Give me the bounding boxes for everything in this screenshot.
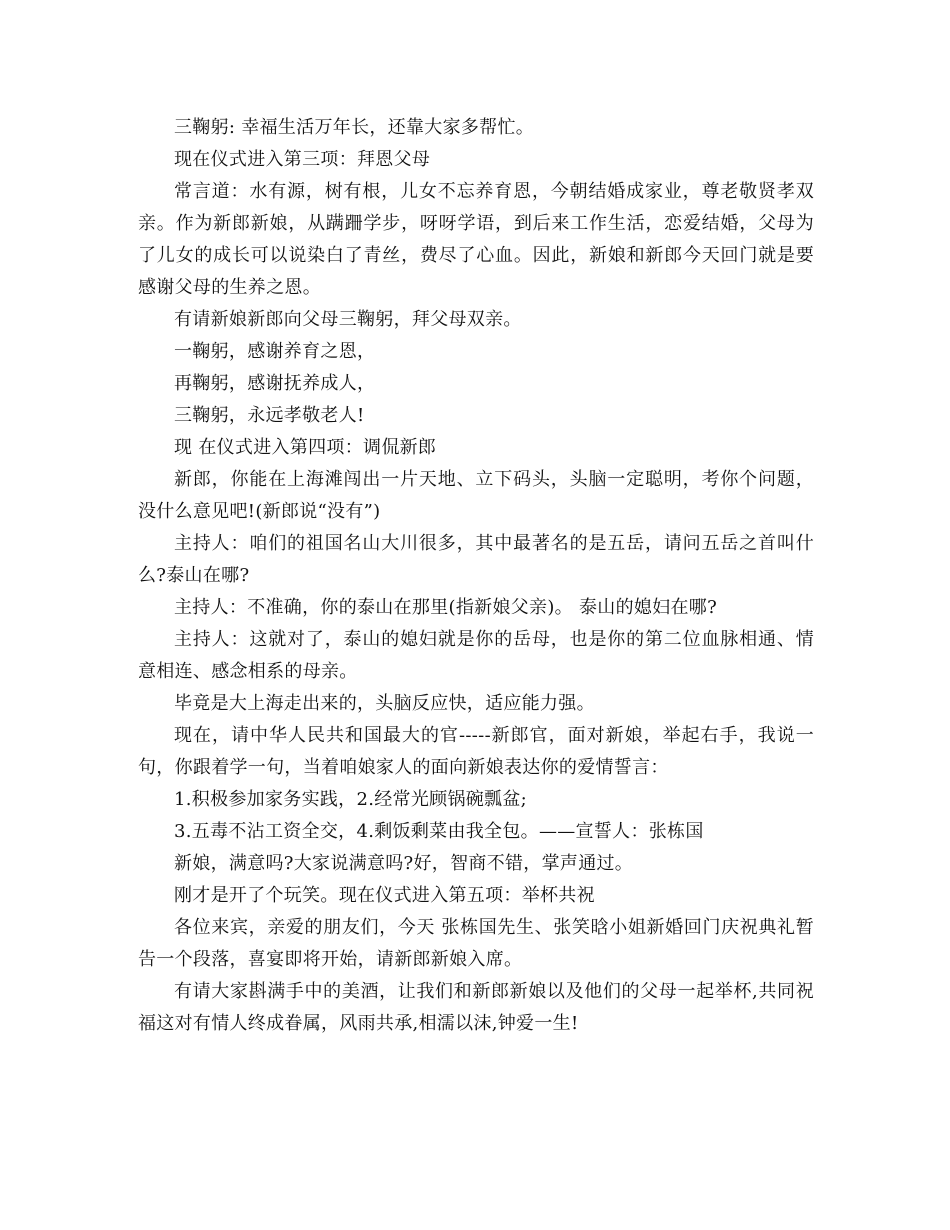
paragraph-14: 现在，请中华人民共和国最大的官-----新郎官，面对新娘，举起右手，我说一句，你跟着学一句，当着咱娘家人的面向新娘表达你的爱情誓言： [138, 725, 814, 778]
document-body [138, 112, 814, 1040]
paragraph-15: 1.积极参加家务实践，2.经常光顾锅碗瓢盆; [174, 789, 528, 810]
paragraph-12: 主持人：这就对了，泰山的媳妇就是你的岳母，也是你的第二位血脉相通、情意相连、感念相系的母亲。 [138, 629, 814, 682]
paragraph-8: 现 在仪式进入第四项：调侃新郎 [174, 437, 437, 458]
paragraph-1: 三鞠躬: 幸福生活万年长，还靠大家多帮忙。 [174, 117, 535, 138]
paragraph-11: 主持人：不准确，你的泰山在那里(指新娘父亲)。 泰山的媳妇在哪? [174, 597, 718, 618]
paragraph-10: 主持人：咱们的祖国名山大川很多，其中最著名的是五岳，请问五岳之首叫什么?泰山在哪? [138, 533, 814, 586]
paragraph-13: 毕竟是大上海走出来的，头脑反应快，适应能力强。 [174, 693, 595, 714]
paragraph-9: 新郎，你能在上海滩闯出一片天地、立下码头，头脑一定聪明，考你个问题，没什么意见吧!(新郎说“没有”) [138, 469, 814, 522]
paragraph-17: 新娘，满意吗?大家说满意吗?好，智商不错，掌声通过。 [174, 853, 634, 874]
paragraph-19: 各位来宾，亲爱的朋友们，今天 张栋国先生、张笑晗小姐新婚回门庆祝典礼暂告一个段落，喜宴即将开始，请新郎新娘入席。 [138, 917, 814, 970]
paragraph-2: 现在仪式进入第三项：拜恩父母 [174, 149, 431, 170]
paragraph-4: 有请新娘新郎向父母三鞠躬，拜父母双亲。 [174, 309, 522, 330]
paragraph-20: 有请大家斟满手中的美酒，让我们和新郎新娘以及他们的父母一起举杯,共同祝福这对有情人终成眷属，风雨共承,相濡以沫,钟爱一生! [138, 981, 814, 1034]
paragraph-5: 一鞠躬，感谢养育之恩， [174, 341, 376, 362]
paragraph-3: 常言道：水有源，树有根，儿女不忘养育恩，今朝结婚成家业，尊老敬贤孝双亲。作为新郎新娘，从蹒跚学步，呀呀学语，到后来工作生活，恋爱结婚，父母为了儿女的成长可以说染白了青丝，费尽了心血。因此，新娘和新郎今天回门就是要感谢父母的生养之恩。 [138, 181, 814, 298]
paragraph-18: 刚才是开了个玩笑。现在仪式进入第五项：举杯共祝 [174, 885, 595, 906]
paragraph-7: 三鞠躬，永远孝敬老人! [174, 405, 365, 426]
paragraph-6: 再鞠躬，感谢抚养成人， [174, 373, 376, 394]
paragraph-16: 3.五毒不沾工资全交，4.剩饭剩菜由我全包。——宣誓人：张栋国 [174, 821, 704, 842]
